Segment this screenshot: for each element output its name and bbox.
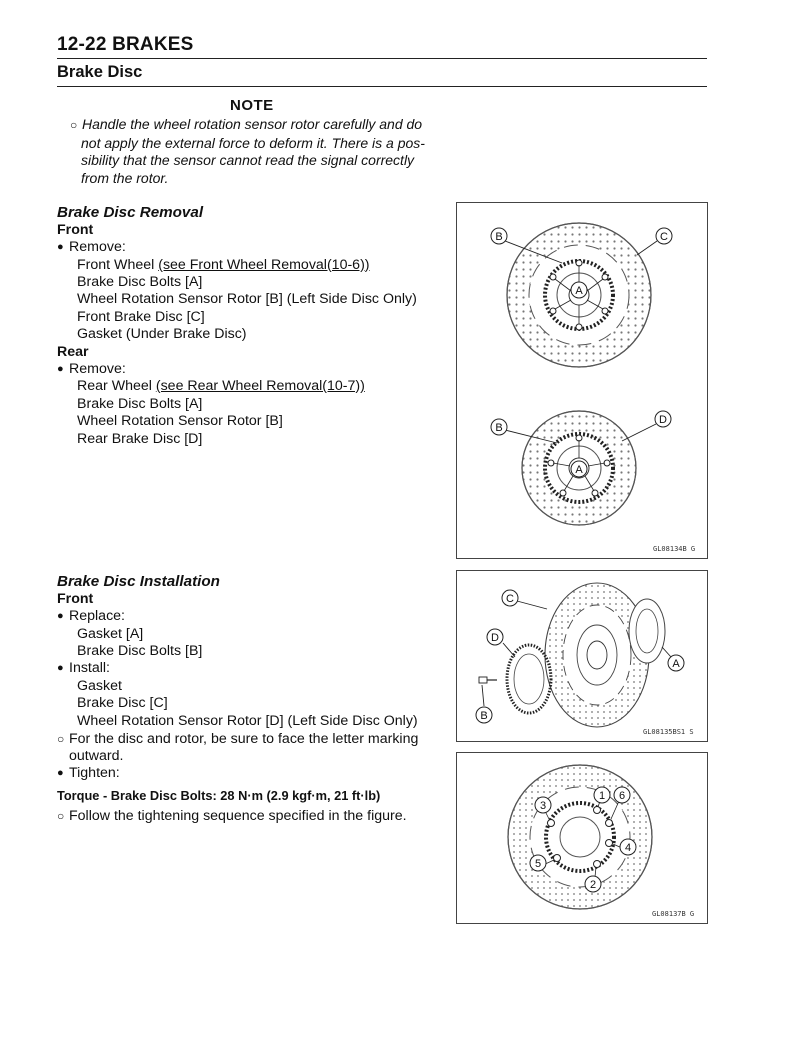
label-a: A xyxy=(672,658,680,670)
label-a: A xyxy=(575,285,583,297)
sequence-1: 1 xyxy=(598,790,606,802)
bullet-icon: ● xyxy=(57,241,64,253)
sequence-3: 3 xyxy=(539,800,547,812)
install-action: ● Install: xyxy=(57,660,111,676)
bullet-icon: ● xyxy=(57,767,64,779)
list-item: Wheel Rotation Sensor Rotor [B] xyxy=(77,413,283,429)
note-title: NOTE xyxy=(230,97,274,114)
list-item: Wheel Rotation Sensor Rotor [B] (Left Side Disc Only) xyxy=(77,291,417,307)
sequence-2: 2 xyxy=(589,879,597,891)
removal-rear-action: ● Remove: xyxy=(57,361,126,377)
list-item: Wheel Rotation Sensor Rotor [D] (Left Side Disc Only) xyxy=(77,713,418,729)
list-item: Gasket (Under Brake Disc) xyxy=(77,326,247,342)
label-b: B xyxy=(495,231,503,243)
circle-bullet-icon: ○ xyxy=(57,809,65,823)
removal-heading: Brake Disc Removal xyxy=(57,204,204,221)
list-item: Brake Disc Bolts [A] xyxy=(77,396,203,412)
list-item: Rear Brake Disc [D] xyxy=(77,431,203,447)
note-line: not apply the external force to deform it. There is a pos- xyxy=(81,134,425,151)
bullet-icon: ● xyxy=(57,363,64,375)
bolt-icon xyxy=(479,677,497,683)
header-rule xyxy=(57,58,707,59)
list-item: Rear Wheel (see Rear Wheel Removal(10-7)) xyxy=(77,378,365,394)
face-note-cont: outward. xyxy=(69,748,124,764)
bullet-icon: ● xyxy=(57,610,64,622)
section-rule xyxy=(57,86,707,87)
figure-disc-removal xyxy=(456,202,708,559)
replace-action: ● Replace: xyxy=(57,608,125,624)
installation-front-label: Front xyxy=(57,591,94,607)
disc-installation-diagram xyxy=(457,571,707,741)
list-item: Front Wheel (see Front Wheel Removal(10-6)) xyxy=(77,257,370,273)
label-c: C xyxy=(506,593,514,605)
note-line: ○ Handle the wheel rotation sensor rotor carefully and do xyxy=(70,116,450,135)
sequence-note: ○ Follow the tightening sequence specified in the figure. xyxy=(57,808,407,824)
list-item: Gasket xyxy=(77,678,122,694)
label-a: A xyxy=(575,464,583,476)
torque-spec: Torque - Brake Disc Bolts: 28 N·m (2.9 kgf·m, 21 ft·lb) xyxy=(57,788,381,803)
disc-removal-diagram xyxy=(457,203,707,558)
circle-bullet-icon: ○ xyxy=(70,118,78,132)
list-item: Front Brake Disc [C] xyxy=(77,309,205,325)
section-title: Brake Disc xyxy=(57,63,143,81)
list-item: Brake Disc Bolts [A] xyxy=(77,274,203,290)
rear-wheel-removal-link[interactable]: (see Rear Wheel Removal(10-7)) xyxy=(155,378,365,394)
bullet-icon: ● xyxy=(57,662,64,674)
circle-bullet-icon: ○ xyxy=(57,732,65,746)
list-item: Brake Disc Bolts [B] xyxy=(77,643,203,659)
installation-heading: Brake Disc Installation xyxy=(57,573,220,590)
sequence-4: 4 xyxy=(624,842,632,854)
figure-caption: GL08137B G xyxy=(652,910,695,918)
removal-front-action: ● Remove: xyxy=(57,239,126,255)
figure-caption: GL08134B G xyxy=(653,545,696,553)
figure-tightening-sequence xyxy=(456,752,708,924)
note-body xyxy=(70,116,450,187)
page-title: 12-22 BRAKES xyxy=(57,34,194,55)
note-line: sibility that the sensor cannot read the signal correctly xyxy=(81,152,415,169)
removal-front-label: Front xyxy=(57,222,94,238)
list-item: Brake Disc [C] xyxy=(77,695,168,711)
tighten-action: ● Tighten: xyxy=(57,765,120,781)
sequence-6: 6 xyxy=(618,790,626,802)
figure-disc-installation xyxy=(456,570,708,742)
sequence-5: 5 xyxy=(534,858,542,870)
gasket-icon xyxy=(629,599,665,663)
list-item: Gasket [A] xyxy=(77,626,144,642)
removal-rear-label: Rear xyxy=(57,344,89,360)
tightening-sequence-diagram xyxy=(457,753,707,923)
label-b: B xyxy=(495,422,503,434)
label-b: B xyxy=(480,710,488,722)
front-wheel-removal-link[interactable]: (see Front Wheel Removal(10-6)) xyxy=(158,257,370,273)
label-d: D xyxy=(659,414,667,426)
note-line: from the rotor. xyxy=(81,169,169,186)
label-d: D xyxy=(491,632,499,644)
face-note: ○ For the disc and rotor, be sure to face the letter marking xyxy=(57,731,419,747)
figure-caption: GL08135BS1 S xyxy=(643,728,694,736)
label-c: C xyxy=(660,231,668,243)
